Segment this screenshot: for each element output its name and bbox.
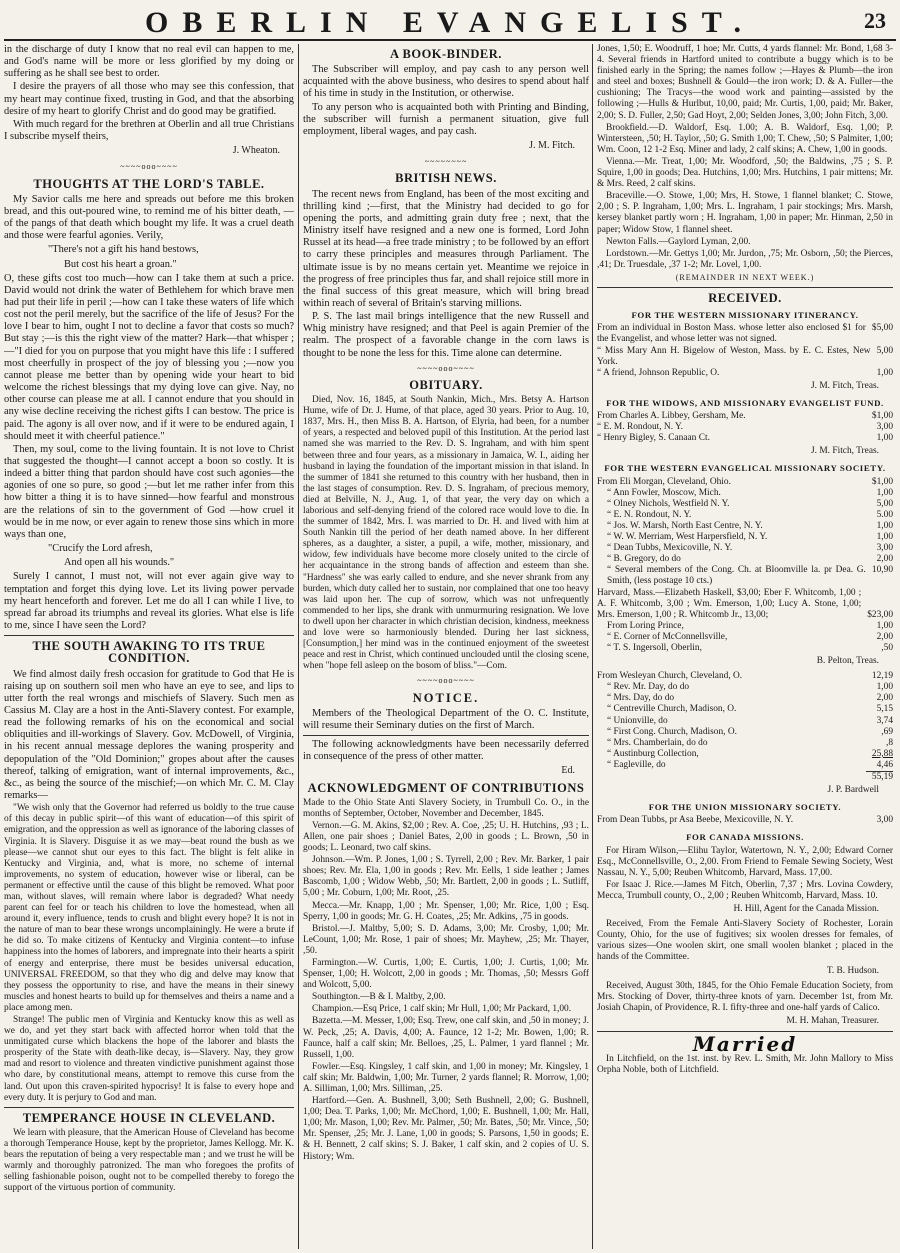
receipt-row <box>597 671 893 682</box>
receipt-amount: ,69 <box>881 726 893 737</box>
receipt-amount: 1,00 <box>876 487 893 498</box>
article-paragraph: Then, my soul, come to the living fountain. It is not love to Christ that suggested the thought—I cannot accept a boon so costly. It is indeed a bitter thing that pardon should have cost such agonies—the agonies of one so pure, so good ;—but let me rather infer from this how bitter a thing it is to have sinned—how fearful and monstrous are the relations of sin to the government of God —how cruel it would be in me now, or ever again to renew those sins which in more ways than one, <box>4 443 294 540</box>
section-subhead: FOR THE WESTERN MISSIONARY ITINERANCY. <box>631 310 859 321</box>
page-number: 23 <box>864 8 886 33</box>
receipt-name: “ Mrs. Chamberlain, do do <box>607 737 708 748</box>
article-title-temperance: TEMPERANCE HOUSE IN CLEVELAND. <box>22 1110 276 1125</box>
poem-line: "There's not a gift his hand bestows, <box>48 244 199 256</box>
article-paragraph: Died, Nov. 16, 1845, at South Nankin, Mich., Mrs. Betsy A. Hartson Hume, wife of Dr. J. Hume, of that place, aged 30 years. Prior to Aug. 10, 1837, Mrs. H., then Miss B. A. Hartson, of Elyria, had been, for a number of years, a respected and beloved pupil of this Institution. At the period last named she was married to the Rev. D. S. Ingraham, and with him spent between three and four years, as a missionary in Jamaica, W. I., aiding her husband in laying the foundation of the important mission in that island. In the summer of 1841 she returned to this country with her husband, then in the last stages of consumption. Rev. D. S. Ingraham, of precious memory, died at Belville, N. J., Aug. 1, of that year, the very day on which a laborious and self-denying friend of the colored race would love to die. In the summer of 1842, Mrs. I. was married to Dr. H. and lived with him at South Nankin till the period of her death named above. In her different spheres, as a daughter, a sister, a pupil, a wife, mother, missionary, and widow, few individuals have become more closely united to the circle of her acquaintance in the strong bands of affection and esteem than she. "Hardness" she was early called to endure, and she never shrank from any burden, which duty called her to sustain, nor complained that one too heavy was laid upon her. The cup of sorrow, which was not unfrequently commended to her lips, she drank with unmurmuring resignation. We love to dwell upon her character in which christian decision, kindness, meekness and love were so harmoniously blended. During her last sickness, [Consumption,] her mind was in the continued enjoyment of the sweetest peace and rest in Christ, which continued unclouded until the closing scene, when "hope fell asleep on the bosom of bliss."—Com. <box>303 395 589 672</box>
article-paragraph: We learn with pleasure, that the American House of Cleveland has become a thorough Temperance House, kept by the proprietor, James Kellogg. Mr. K. bears the reputation of being a very respectable man ; and we trust he will be warmly and thoroughly patronized. The man who foregoes the profits of selling fashionable poison, ought not to be compelled thereby to forego the support of the virtuous portion of community. <box>4 1127 294 1194</box>
receipt-name: “ T. S. Ingersoll, Oberlin, <box>607 643 702 653</box>
receipt-row <box>597 554 893 565</box>
contributions-paragraph: Fowler.—Esq. Kingsley, 1 calf skin, and 1,00 in money; Mr. Kingsley, 1 calf skin; Mr. Baldwin, 1,00; Mr. Turner, 2 yards flannel; R. Morrow, 1,00; A. Silliman, 1,00; Mrs. Silliman, ,25. <box>303 1061 589 1094</box>
article-title-contributions: ACKNOWLEDGMENT OF CONTRIBUTIONS <box>307 780 585 795</box>
receipt-row <box>597 510 893 521</box>
receipt-name: “ E. M. Rondout, N. Y. <box>597 422 683 433</box>
receipt-amount: 3,00 <box>876 422 893 433</box>
article-title-british: BRITISH NEWS. <box>395 171 497 186</box>
receipt-row <box>597 368 893 379</box>
receipt-row <box>597 716 893 727</box>
receipt-amount: 4,46 <box>876 759 893 770</box>
article-paragraph: Strange! The public men of Virginia and Kentucky know this as well as we do, and yet they start back with affected horror when told that the unmitigated curse which blackens the hope of the laborer and blasts the prosperity of the State with death-like decay, is—Slavery. Nay, they grow mad and resort to violence and threaten vindictive punishment against those who dare, by constitutional means, attempt to remove this curse from the land. Out upon this craven-spirited hypocrisy! It is false to every hope and every duty. It is perjury to God and man. <box>4 1015 294 1103</box>
article-title-obituary: OBITUARY. <box>409 377 483 392</box>
article-paragraph: P. S. The last mail brings intelligence that the new Russell and Whig ministry have resigned; and that Peel is again Premier of the realm. The prospect of a favorable change in the corn laws is thought to be none the less for this. Time alone can determine. <box>303 311 589 359</box>
receipt-row <box>597 815 893 826</box>
receipt-total-row <box>597 771 893 783</box>
receipt-row <box>597 704 893 715</box>
contributions-paragraph: Southington.—B & I. Maltby, 2,00. <box>312 992 446 1003</box>
receipt-amount: $5,00 <box>871 323 893 334</box>
receipt-amount: 2,00 <box>876 554 893 565</box>
ornament-divider: ~~~~ooo~~~~ <box>417 363 475 373</box>
receipt-name: “ E. N. Rondout, N. Y. <box>607 509 692 520</box>
receipt-name: “ Rev. Mr. Day, do do <box>607 682 690 693</box>
contributions-paragraph: Mecca.—Mr. Knapp, 1,00 ; Mr. Spenser, 1,00; Mr. Rice, 1,00 ; Esq. Sperry, 1,00 in goods; Mr. G. H. Coates, ,25; Mr. Adkins, ,75 in goods. <box>303 900 589 922</box>
letter-paragraph: With much regard for the brethren at Oberlin and all true Christians I subscribe myself theirs, <box>4 118 294 143</box>
receipt-amount: 5,00 <box>876 345 893 356</box>
poem-line: And open all his wounds." <box>64 557 175 569</box>
receipt-amount: 12,19 <box>871 671 893 682</box>
receipt-name: “ Mrs. Day, do do <box>607 693 675 704</box>
column-3 <box>597 44 893 1249</box>
section-subhead: FOR THE UNION MISSIONARY SOCIETY. <box>648 802 842 813</box>
contributions-paragraph: Farmington.—W. Curtis, 1,00; E. Curtis, 1,00; J. Curtis, 1,00; Mr. Spenser, 1,00; H. Wolcott, 2,00 in goods ; Mr. Thomas, ,50; Messrs Goff and Wolcott, 5,00. <box>303 957 589 991</box>
contributions-paragraph: Bristol.—J. Maltby, 5,00; S. D. Adams, 3,00; Mr. Crosby, 1,00; Mr. LeCount, 1,00; Mr. Rose, 1 pair of shoes; Mr. Mayhew, ,25; Mr. Thayer, ,50. <box>303 923 589 956</box>
receipt-amount: ,50 <box>881 643 893 653</box>
receipt-row <box>597 760 893 771</box>
receipt-amount: 25,88 <box>871 748 893 759</box>
receipt-row <box>597 588 893 621</box>
section-subhead: FOR CANADA MISSIONS. <box>686 832 804 843</box>
receipt-row <box>597 727 893 738</box>
receipt-name: “ Unionville, do <box>607 715 668 726</box>
receipt-amount: 1,00 <box>876 433 893 444</box>
receipt-name: “ Several members of the Cong. Ch. at Bloomville la. pr Dea. G. Smith, (less postage 10 cts.) <box>607 565 866 587</box>
article-paragraph: The following acknowledgments have been necessarily deferred in consequence of the press of other matter. <box>303 739 589 763</box>
article-paragraph: We find almost daily fresh occasion for gratitude to God that He is raising up on southern soil men who have an eye to see, and lips to utter forth the real wrongs and mischiefs of Slavery. Such men as Cassius M. Clay are a host in the Anti-Slavery contest. For example, read the following remarks of his on the economical and social obliquities and ill-workings of Slavery. Gov. McDowell, of Virginia, in his recent annual message deplores the waning prosperity and depopulation of the "Old Dominion;" gropes about after the causes thereof, talking of emigration, want of internal improvements, &c., &c., as being the source of the mischief;—on which Mr. C. M. Clay remarks— <box>4 668 294 802</box>
receipt-amount: ,8 <box>885 737 893 748</box>
receipt-name: “ Olney Nichols, Westfield N. Y. <box>607 498 730 509</box>
remainder-note: (REMAINDER IN NEXT WEEK.) <box>675 272 815 282</box>
receipt-name: Harvard, Mass.—Elizabeth Haskell, $3,00; Eber F. Whitcomb, 1,00 ; A. F. Whitcomb, 3,00 ; Wm. Emerson, 1,00; Lucy A. Stone, 1,00; Mrs. Emerson, 1,00 ; R. Whitcomb Jr., 13,00; <box>597 587 862 620</box>
receipt-paragraph: Received, From the Female Anti-Slavery Society of Rochester, Lorain County, Ohio, for the use of fugitives; six woolen dresses for females, of various sizes—One woolen skirt, one small woolen blanket ; placed in the hands of the Committee. <box>597 919 893 963</box>
treasurer-signature: M. H. Mahan, Treasurer. <box>786 1015 879 1026</box>
contributions-paragraph: Vienna.—Mr. Treat, 1,00; Mr. Woodford, ,50; the Baldwins, ,75 ; S. P. Squire, 1,00 in goods; Dea. Hutchins, 1,00; Mrs. Hutchins, 1 pair mittens; Mr. & Mrs. Reed, 2 calf skins. <box>597 156 893 190</box>
letter-paragraph: in the discharge of duty I know that no real evil can happen to me, and God's name will be more or less glorified by my doing or suffering as he shall see best to order. <box>4 44 294 80</box>
receipt-paragraph: For Isaac J. Rice.—James M Fitch, Oberlin, 7,37 ; Mrs. Lovina Cowdery, Mecca, Trumbull county, O., 2,00 ; Reuben Whitcomb, Harvard, Mass. 10. <box>597 879 893 901</box>
section-subhead: FOR THE WIDOWS, AND MISSIONARY EVANGELIST FUND. <box>606 397 884 408</box>
receipt-row <box>597 532 893 543</box>
article-title-bookbinder: A BOOK-BINDER. <box>390 47 502 61</box>
contributions-paragraph: Newton Falls.—Gaylord Lyman, 2,00. <box>606 236 751 247</box>
receipt-name: “ A friend, Johnson Republic, O. <box>597 367 720 378</box>
receipt-row <box>597 323 893 345</box>
receipt-amount: $23,00 <box>867 609 893 620</box>
receipt-row <box>597 621 893 632</box>
receipt-paragraph: Received, August 30th, 1845, for the Ohio Female Education Society, from Mrs. Stocking of Dover, thirty-three knots of yarn. December 1st, from Mr. Josiah Chapin, of Providence, R. I. fifty-three and one-half yards of Calico. <box>597 980 893 1013</box>
masthead-title: OBERLIN EVANGELIST. <box>144 6 755 39</box>
receipt-name: “ Ann Fowler, Moscow, Mich. <box>607 487 721 498</box>
married-heading: Married <box>692 1032 798 1057</box>
receipt-row <box>597 749 893 760</box>
column-2 <box>303 44 589 1249</box>
ornament-divider: ~~~~~~~~ <box>424 157 468 167</box>
contributions-paragraph: Jones, 1,50; E. Woodruff, 1 hoe; Mr. Cutts, 4 yards flannel: Mr. Bond, 1,68 3-4. Several friends in Hartford united to contribute a buggy which is to be finished early in the Spring; the names follow ;—Hayes & Plumb—the iron and steel and boxes; Bushnell & Gould—the iron work; D. & A. Fuller—the cushioning; The Tracys—the wood work and painting—assisted by the following ;—Hulls & Hurlbut, 10,00, paid; Mr. Curtis, 1,00, paid; Mr. Baker, 2,00; S. D. Fuller, 2,50; Gad Hoyt, 2,00; Selden Jones, 3,00; John Fitch, 3,00. <box>597 44 893 121</box>
contributions-paragraph: Vernon.—G. M. Akins, $2,00 ; Rev. A. Coe, ,25; U. H. Hutchins, ,93 ; L. Allen, one pair shoes ; Daniel Bates, 2,00 in goods ; L. Brown, ,50 in goods; L. Leonard, two calf skins. <box>303 820 589 854</box>
receipt-amount: 5,15 <box>876 704 893 715</box>
receipt-amount: 1,00 <box>876 682 893 693</box>
receipt-amount: 5,00 <box>876 498 893 509</box>
article-title-notice: NOTICE. <box>412 690 480 705</box>
contributions-paragraph: Braceville.—O. Stowe, 1,00; Mrs, H. Stowe, 1 flannel blanket; C. Stowe, 2,00 ; S. P. Ingraham, 1,00; Mrs. L. Ingraham, 1 pair stockings; Mrs. Marsh, kersey blanket partly worn ; H. Ingraham, 1,00 in paper; Mr. Hinman, 2,50 in paper; Widow Stow, 1 flannel sheet. <box>597 191 893 235</box>
receipt-name: From Eli Morgan, Cleveland, Ohio. <box>597 476 731 487</box>
receipt-row <box>597 693 893 704</box>
receipt-name: “ Jos. W. Marsh, North East Centre, N. Y. <box>607 520 763 531</box>
receipt-amount: 1,00 <box>876 532 893 543</box>
receipt-total: 55,19 <box>866 771 893 783</box>
article-paragraph: Members of the Theological Department of the O. C. Institute, will resume their Seminary duties on the first of March. <box>303 707 589 731</box>
receipt-row <box>597 422 893 433</box>
receipt-name: From Loring Prince, <box>607 620 684 631</box>
receipt-row <box>597 682 893 693</box>
receipt-name: “ B. Gregory, do do <box>607 554 681 565</box>
article-paragraph: The Subscriber will employ, and pay cash to any person well acquainted with the above business, who desires to spend about half of his time in study in the Institution, or otherwise. <box>303 64 589 100</box>
contributions-paragraph: Lordstown.—Mr. Gettys 1,00; Mr. Jurdon, ,75; Mr. Osborn, ,50; the Pierces, ,41; Dr. Truesdale, ,37 1-2; Mr. Lovel, 1,00. <box>597 248 893 270</box>
receipt-row <box>597 632 893 643</box>
receipt-row <box>597 738 893 749</box>
receipt-row <box>597 521 893 532</box>
poem-line: But cost his heart a groan." <box>64 258 177 270</box>
receipt-row <box>597 488 893 499</box>
column-divider <box>298 44 299 1249</box>
receipt-amount: $1,00 <box>871 411 893 422</box>
receipt-name: “ Austinburg Collection, <box>607 748 699 759</box>
receipt-amount: 2,00 <box>876 631 893 642</box>
married-paragraph: In Litchfield, on the 1st. inst. by Rev. L. Smith, Mr. John Mallory to Miss Orpha Noble, both of Litchfield. <box>597 1054 893 1076</box>
receipt-name: “ Dean Tubbs, Mexicoville, N. Y. <box>607 543 733 554</box>
receipt-name: From Wesleyan Church, Cleveland, O. <box>597 671 743 682</box>
ornament-divider: ~~~~ooo~~~~ <box>120 162 178 172</box>
receipt-amount: 3,00 <box>876 815 893 826</box>
receipt-paragraph: For Hiram Wilson,—Elihu Taylor, Watertown, N. Y., 2,00; Edward Corner Esq., McConnellsville, O., 2,00. From Friend to Female Sewing Society, West Nassau, N. Y., 5,00; Reuben Whitcomb, Harvard, Mass. 17,00. <box>597 845 893 878</box>
receipt-amount: 10,90 <box>871 565 893 576</box>
masthead-rule <box>4 39 896 41</box>
receipt-name: From an individual in Boston Mass. whose letter also enclosed $1 for the Evangelist, and whose letter was not signed. <box>597 323 866 345</box>
contributions-paragraph: Champion.—Esq Price, 1 calf skin; Mr Hull, 1,00; Mr Packard, 1,00. <box>312 1004 572 1015</box>
treasurer-signature: J. M. Fitch, Treas. <box>811 446 879 457</box>
receipt-row <box>597 543 893 554</box>
receipt-name: “ Henry Bigley, S. Canaan Ct. <box>597 433 710 444</box>
receipt-amount: 3,74 <box>876 715 893 726</box>
receipt-name: “ First Cong. Church, Madison, O. <box>607 726 737 737</box>
contributions-paragraph: Made to the Ohio State Anti Slavery Society, in Trumbull Co. O., in the months of September, October, November and December, 1845. <box>303 797 589 819</box>
receipt-row <box>597 565 893 587</box>
receipt-signature: T. B. Hudson. <box>826 965 879 976</box>
article-title-received: RECEIVED. <box>708 291 782 306</box>
contributions-paragraph: Bazetta.—M. Messer, 1,00; Esq. Trew, one calf skin, and ,50 in money; J. W. Peck, ,25; A. Davis, 4,00; A. Faunce, 12 1-2; Mr. Bowen, 1,00; R. Faunce, half a calf skin; Mr. Belloes, ,25, L. Palmer, 1 yard flannel ; Mr. Russell, 1,00. <box>303 1016 589 1060</box>
receipt-amount: 5.00 <box>876 509 893 520</box>
section-subhead: FOR THE WESTERN EVANGELICAL MISSIONARY SOCIETY. <box>604 463 886 474</box>
receipt-name: “ Miss Mary Ann H. Bigelow of Weston, Mass. by E. C. Estes, New York. <box>597 345 871 367</box>
letter-paragraph: I desire the prayers of all those who may see this confession, that my heart may continue fixed, trusting in God, and that the absorbing desire of my heart to glorify Christ and do good may be gratified. <box>4 81 294 117</box>
editor-signature: Ed. <box>561 765 575 777</box>
receipt-row <box>597 411 893 422</box>
article-title-thoughts: THOUGHTS AT THE LORD'S TABLE. <box>33 176 265 191</box>
receipt-row <box>597 346 893 368</box>
article-paragraph: "We wish only that the Governor had referred us boldly to the true cause of this decay in public spirit—of this want of education—of this spirit of emigration, and the oppression as well as ignorance of the laboring classes of Virginia. It is Slavery. Disguise it as we may—beat round the bush as we please—we cannot shut our eyes to this fact. The blight is felt alike in Kentucky and Virginia, and, what is more, no scheme of internal improvements, no system of education, however wise or liberal, can be permanent or effective until the cause of this blight be removed. What poor man, without slaves, will remain where labor is degraded? What needy parent can feel for or teach his children to love the homestead, when all around it, every influence, tends to crush and blight every hope? It is not in the nature of man to bear these wrongs uncomplainingly. He were a brute if he did so. To make citizens of Kentucky and Virginia content—to infuse happiness into the homes of laborers, and impregnate into their hearts a spirit of energy and enterprise, there must be besides universal education, UNIVERSAL FREEDOM, so that they who dig and delve may know that they possess the opportunity to rise, and have the means in their sinewy muscles and honest hearts to build up for themselves and theirs a name and a place among men. <box>4 803 294 1013</box>
receipt-name: “ Eagleville, do <box>607 759 666 770</box>
article-paragraph: The recent news from England, has been of the most exciting and thrilling kind ;—first, that the Ministry had decided to go for opening the ports, and admitting grain duty free ; next, that the Ministry itself have resigned and a new one is formed, Lord John Russel at its head—a free trade ministry ; to be followed by an effort to carry these principles and measures through Parliament. The ultimate issue is by no means certain yet. Meantime we rejoice in the progress of free principles thus far, and shall rejoice still more in the final success of this great measure, which will bring bread within reach of several of Britain's starving millions. <box>303 188 589 309</box>
article-title-south: THE SOUTH AWAKING TO ITS TRUE CONDITION. <box>32 639 266 666</box>
agent-signature: H. Hill, Agent for the Canada Mission. <box>733 904 879 915</box>
article-paragraph: My Savior calls me here and spreads out before me this broken bread, and this out-poured wine, to remind me of his bitter death, —of the pangs of that death which bought my life. It was a cruel death and those were fearful agonies. Verily, <box>4 193 294 242</box>
receipt-name: “ Centreville Church, Madison, O. <box>607 704 737 715</box>
receipt-name: “ E. Corner of McConnellsville, <box>607 631 728 642</box>
treasurer-signature: J. M. Fitch, Treas. <box>811 380 879 391</box>
receipt-name: From Charles A. Libbey, Gersham, Me. <box>597 411 746 422</box>
section-rule <box>4 635 294 636</box>
receipt-name: From Dean Tubbs, pr Asa Beebe, Mexicoville, N. Y. <box>597 815 794 826</box>
column-1 <box>4 44 294 1249</box>
receipt-row <box>597 477 893 488</box>
bookbinder-signature: J. M. Fitch. <box>529 140 575 152</box>
receipt-row <box>597 499 893 510</box>
masthead <box>0 0 900 38</box>
agent-signature: J. P. Bardwell <box>827 785 879 796</box>
receipt-row <box>597 433 893 444</box>
contributions-paragraph: Brookfield.—D. Waldorf, Esq. 1.00; A. B. Waldorf, Esq. 1,00; P. Wintersteen, ,50; H. Taylor, ,50; G. Smith 1,00; T. Chew, ,50; S Palmiter, 1,00; Wm. Coon, 12 1-2 Esq. Miner and lady, 2 calf skins; A. Chew, 1,00 in goods. <box>597 122 893 155</box>
article-paragraph: O, these gifts cost too much—how can I take them at such a price. David would not drink the water of Bethlehem for which brave men had put their life in peril ;—how can I take these waters of life which cost not the peril merely, but the sacrifice of the life of Jesus? For the love I bear to him, ought I not to decline a favor that costs so much? But stay ;—is this the right view of the matter? Hark—that whisper ;—"I died for you on purpose that you might have this life : I suffered most cheerfully in prospect of the joy of blessing you ;—now you cannot please me better than by opening wide your heart to bid welcome the richest blessings that my dying love can give. Nay, no other course can please me at all. I cannot endure that you should in any wise decline receiving the richest gifts I can bestow. The price is paid. The agony is all over now, and if it were to be endured again, I should meet it with cheerful patience." <box>4 272 294 442</box>
treasurer-signature: B. Pelton, Treas. <box>816 656 879 667</box>
receipt-amount: 2,00 <box>876 693 893 704</box>
receipt-amount: 1,00 <box>876 367 893 378</box>
article-paragraph: Surely I cannot, I must not, will not ever again give way to temptation and forget this dying love. Let its living power pervade my heart henceforth and forever. Let me do all I can while I live, to spread far abroad its triumphs and reveal its glories. What else is life to me, since I have seen the Lord? <box>4 571 294 632</box>
letter-signature: J. Wheaton. <box>232 145 280 157</box>
poem-line: "Crucify the Lord afresh, <box>48 543 153 555</box>
ornament-divider: ~~~~ooo~~~~ <box>417 676 475 686</box>
section-rule <box>303 735 589 736</box>
article-paragraph: To any person who is acquainted both with Printing and Binding, the subscriber will furnish a permanent situation, give full employment, liberal wages, and pay cash. <box>303 101 589 137</box>
contributions-paragraph: Johnson.—Wm. P. Jones, 1,00 ; S. Tyrrell, 2,00 ; Rev. Mr. Barker, 1 pair shoes; Rev. Mr. Ela, 1,00 in goods ; Rev. Mr. Eells, 1 side leather ; James Bascomb, 1,00 ; Widow Webb, ,50; Mr. Bartlett, 2,00 in goods ; L. Sutliff, 5,00 ; Mr. Coburn, 1,00; Mr. Root, ,25. <box>303 855 589 899</box>
receipt-amount: 1,00 <box>876 620 893 631</box>
column-divider <box>592 44 593 1249</box>
section-rule <box>597 287 893 288</box>
receipt-row <box>597 643 893 654</box>
section-rule <box>4 1107 294 1108</box>
contributions-paragraph: Hartford.—Gen. A. Bushnell, 3,00; Seth Bushnell, 2,00; G. Bushnell, 1,00; Dea. T. Parks, 1,00; Mr. McChord, 1,00; E. Bushnell, 1,00; Mr. Hall, 1,00; Mr. Mason, 1,00; Rev. Mr. Palmer, ,50; Mr. Bates, ,50; Mr. Vince, ,50; Mr. Spenser, ,25; Mr. J. Lane, 1,00 in goods; S. Parsons, 1,50 in goods; E. & H. Bennett, 2 calf skins; S. J. Baker, 1 calf skin, and 2 copies of U. S. History; Wm. <box>303 1096 589 1162</box>
receipt-name: “ W. W. Merriam, West Harpersfield, N. Y. <box>607 532 768 543</box>
receipt-amount: 3,00 <box>876 543 893 554</box>
receipt-amount: $1,00 <box>871 476 893 487</box>
receipt-amount: 1,00 <box>876 520 893 531</box>
